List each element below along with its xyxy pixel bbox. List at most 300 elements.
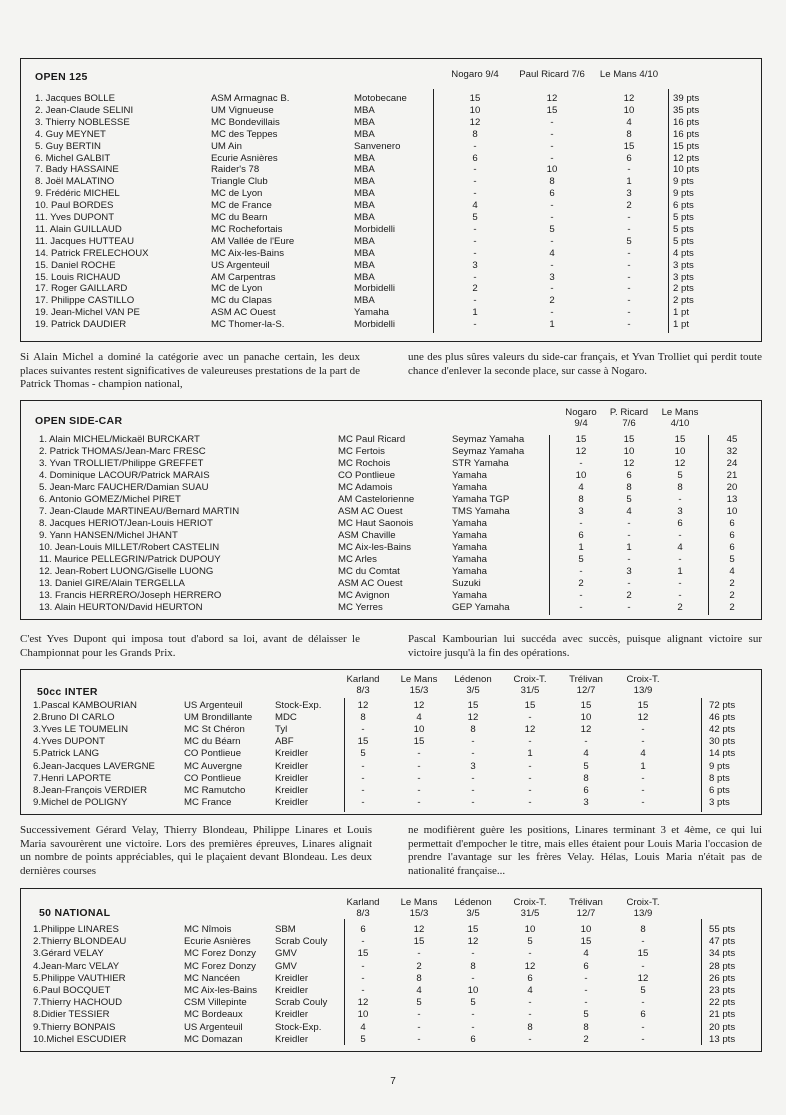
cell-pts: 5 pts [673, 223, 694, 235]
inter50-header-line1: Trélivan [569, 674, 603, 685]
cell-club: UM Brondillante [184, 712, 253, 724]
table-row [21, 961, 761, 973]
cell-bike: Kreidler [275, 1009, 309, 1021]
cell-round: 4 [416, 712, 422, 724]
cell-r2: 3 [626, 566, 632, 577]
cell-r1: - [473, 188, 477, 200]
cell-pts: 6 [729, 542, 735, 553]
cell-r2: - [550, 116, 554, 128]
cell-r2: 4 [549, 247, 555, 259]
cell-rank: 5.Patrick LANG [33, 748, 100, 760]
cell-r3: 12 [623, 93, 635, 104]
cell-round: - [584, 985, 588, 996]
cell-round: 12 [637, 712, 649, 724]
paragraph-1-left: Si Alain Michel a dominé la catégorie avec un panache certain, les deux places suivantes restent significatives de valeureuses prestations de la part de Patrick Thomas - champion national, [20, 351, 360, 391]
cell-round: - [361, 724, 365, 736]
table-row [21, 319, 761, 331]
cell-rank: 9. Yann HANSEN/Michel JHANT [39, 530, 178, 541]
cell-round: 15 [413, 936, 425, 948]
cell-rank: 8. Jacques HERIOT/Jean-Louis HERIOT [39, 518, 213, 529]
table-row [21, 506, 761, 518]
cell-round: - [641, 1033, 645, 1045]
cell-rank: 2. Patrick THOMAS/Jean-Marc FRESC [39, 446, 206, 457]
cell-r3: - [678, 578, 682, 589]
cell-pts: 47 pts [709, 936, 736, 948]
cell-club: CSM Villepinte [184, 997, 247, 1009]
cell-pts: 2 [729, 578, 735, 589]
cell-r2: - [627, 602, 631, 613]
cell-r2: 10 [546, 164, 558, 176]
cell-r3: 1 [626, 176, 632, 188]
cell-round: - [361, 985, 365, 996]
cell-pts: 16 pts [673, 128, 700, 140]
inter50-header-line2: 12/7 [576, 685, 596, 696]
cell-round: 6 [583, 960, 589, 972]
cell-pts: 21 [726, 470, 738, 481]
cell-rank: 1.Philippe LINARES [33, 924, 119, 935]
cell-r3: 6 [677, 518, 683, 529]
cell-club: CO Pontlieue [338, 470, 396, 481]
cell-pts: 5 pts [673, 235, 694, 247]
cell-r3: - [627, 212, 631, 223]
cell-round: - [641, 724, 645, 736]
cell-round: - [528, 796, 532, 808]
cell-rank: 3. Yvan TROLLIET/Philippe GREFFET [39, 458, 204, 469]
cell-club: MC France [184, 796, 232, 808]
cell-r1: 4 [578, 482, 584, 493]
cell-round: - [641, 784, 645, 796]
inter50-title: 50cc INTER [37, 686, 98, 698]
cell-round: - [417, 1009, 421, 1021]
cell-club: AM Vallée de l'Eure [211, 235, 295, 247]
cell-rank: 4.Jean-Marc VELAY [33, 960, 120, 972]
cell-r2: - [550, 307, 554, 319]
cell-r2: 15 [623, 434, 635, 445]
table-row [21, 700, 761, 712]
cell-rank: 6.Jean-Jacques LAVERGNE [33, 760, 155, 772]
cell-round: - [471, 748, 475, 760]
cell-rank: 8.Jean-François VERDIER [33, 784, 148, 796]
cell-pts: 45 [726, 434, 738, 445]
national50-header-line2: 13/9 [633, 908, 653, 919]
cell-round: - [641, 997, 645, 1009]
cell-pts: 23 pts [709, 985, 736, 996]
table-row [21, 936, 761, 948]
cell-r3: 4 [626, 116, 632, 128]
cell-pts: 9 pts [673, 188, 694, 200]
cell-rank: 9.Michel de POLIGNY [33, 796, 128, 808]
table-row [21, 212, 761, 224]
cell-round: 5 [527, 936, 533, 948]
cell-round: - [471, 972, 475, 984]
cell-r2: - [627, 530, 631, 541]
cell-bike: MBA [354, 212, 375, 223]
cell-rank: 6. Michel GALBIT [35, 152, 111, 164]
cell-round: 12 [524, 724, 536, 736]
cell-rank: 3.Gérard VELAY [33, 948, 104, 960]
cell-r2: 15 [546, 104, 558, 116]
cell-rank: 4. Dominique LACOUR/Patrick MARAIS [39, 470, 210, 481]
table-row [21, 470, 761, 482]
table-row [21, 797, 761, 809]
cell-pts: 8 pts [709, 772, 730, 784]
cell-round: 4 [583, 748, 589, 760]
cell-club: ASM Chaville [338, 530, 396, 541]
cell-r3: 12 [674, 458, 686, 469]
cell-round: 15 [637, 700, 649, 711]
national50-header-line1: Lédenon [454, 897, 492, 908]
cell-r3: 15 [674, 434, 686, 445]
cell-r1: 8 [472, 128, 478, 140]
cell-round: - [471, 784, 475, 796]
table-row [21, 748, 761, 760]
cell-club: MC Rochois [338, 458, 391, 469]
cell-r3: 6 [626, 152, 632, 164]
national50-header-line2: 12/7 [576, 908, 596, 919]
cell-bike: MBA [354, 200, 375, 212]
cell-rank: 8.Didier TESSIER [33, 1009, 110, 1021]
cell-r3: - [627, 283, 631, 295]
cell-bike: TMS Yamaha [452, 506, 510, 517]
cell-round: 5 [470, 997, 476, 1009]
table-row [21, 785, 761, 797]
cell-round: - [641, 796, 645, 808]
cell-r1: - [579, 602, 583, 613]
sidecar-title: OPEN SIDE-CAR [35, 415, 123, 427]
cell-round: - [471, 948, 475, 960]
cell-round: - [417, 748, 421, 760]
cell-rank: 13. Alain HEURTON/David HEURTON [39, 602, 203, 613]
inter50-header-line1: Lédenon [454, 674, 492, 685]
cell-club: MC Bordeaux [184, 1009, 243, 1021]
cell-rank: 13. Francis HERRERO/Joseph HERRERO [39, 590, 222, 601]
cell-round: - [584, 736, 588, 748]
cell-r1: 5 [472, 212, 478, 223]
table-row [21, 1022, 761, 1034]
cell-pts: 34 pts [709, 948, 736, 960]
cell-r2: 2 [626, 590, 632, 601]
cell-r2: 1 [549, 319, 555, 331]
cell-r1: - [579, 458, 583, 469]
cell-r1: 3 [578, 506, 584, 517]
cell-bike: Seymaz Yamaha [452, 434, 525, 445]
cell-round: 1 [640, 760, 646, 772]
table-row [21, 164, 761, 176]
cell-round: - [417, 1033, 421, 1045]
cell-club: MC Domazan [184, 1033, 243, 1045]
inter50-header-line2: 8/3 [356, 685, 370, 696]
cell-r1: 15 [469, 93, 481, 104]
cell-r3: - [627, 223, 631, 235]
cell-bike: Yamaha [452, 566, 488, 577]
table-row [21, 188, 761, 200]
cell-club: MC Forez Donzy [184, 960, 256, 972]
cell-pts: 3 pts [709, 796, 730, 808]
cell-bike: STR Yamaha [452, 458, 509, 469]
cell-r1: 10 [469, 104, 481, 116]
cell-bike: Suzuki [452, 578, 481, 589]
paragraph-3-left: Successivement Gérard Velay, Thierry Blondeau, Philippe Linares et Louis Maria savourèrent une victoire. Lors des premières épreuves, Linares alignait un nombre de points appréciables, qui le plaçaient devant Blondeau. Les deux dernières courses [20, 824, 372, 877]
cell-rank: 13. Daniel GIRE/Alain TERGELLA [39, 578, 185, 589]
cell-r3: 4 [677, 542, 683, 553]
table-row [21, 141, 761, 153]
cell-r1: - [473, 164, 477, 176]
cell-round: - [528, 1009, 532, 1021]
cell-bike: Yamaha [452, 590, 488, 601]
cell-bike: MBA [354, 164, 375, 176]
cell-r1: 8 [578, 494, 584, 505]
cell-pts: 3 pts [673, 259, 694, 271]
cell-r3: - [627, 295, 631, 307]
cell-club: MC du Comtat [338, 566, 400, 577]
cell-round: 10 [524, 924, 536, 935]
cell-round: 5 [416, 997, 422, 1009]
cell-club: MC Yerres [338, 602, 383, 613]
cell-round: 15 [524, 700, 536, 711]
cell-round: 4 [416, 985, 422, 996]
cell-pts: 4 pts [673, 247, 694, 259]
table-row [21, 985, 761, 997]
cell-r3: - [627, 247, 631, 259]
cell-r3: - [627, 271, 631, 283]
cell-bike: Stock-Exp. [275, 1021, 322, 1033]
cell-round: - [361, 936, 365, 948]
cell-round: - [528, 712, 532, 724]
cell-round: 15 [467, 924, 479, 935]
cell-round: - [528, 760, 532, 772]
table-row [21, 530, 761, 542]
cell-r2: - [627, 578, 631, 589]
cell-club: MC Forez Donzy [184, 948, 256, 960]
cell-r3: 8 [677, 482, 683, 493]
table-row [21, 224, 761, 236]
cell-rank: 12. Jean-Robert LUONG/Giselle LUONG [39, 566, 214, 577]
table-row [21, 176, 761, 188]
cell-round: - [471, 772, 475, 784]
inter50-table [20, 669, 762, 815]
cell-round: - [641, 1021, 645, 1033]
cell-bike: MBA [354, 271, 375, 283]
national50-header-line2: 31/5 [520, 908, 540, 919]
cell-bike: Scrab Couly [275, 997, 328, 1009]
cell-pts: 2 pts [673, 283, 694, 295]
cell-round: - [361, 772, 365, 784]
cell-pts: 12 pts [673, 152, 700, 164]
sidecar-header-line2: 7/6 [622, 418, 636, 429]
cell-club: MC de Lyon [211, 283, 263, 295]
cell-r1: - [473, 140, 477, 152]
cell-round: - [471, 736, 475, 748]
cell-r3: 3 [626, 188, 632, 200]
table-row [21, 712, 761, 724]
cell-r3: 5 [677, 470, 683, 481]
national50-header-line2: 15/3 [409, 908, 429, 919]
cell-r2: 8 [549, 176, 555, 188]
cell-bike: Yamaha [452, 470, 488, 481]
cell-r2: - [550, 152, 554, 164]
cell-r2: - [550, 128, 554, 140]
cell-bike: Kreidler [275, 985, 309, 996]
cell-pts: 2 [729, 590, 735, 601]
cell-r3: 2 [626, 200, 632, 212]
cell-r1: - [579, 590, 583, 601]
cell-rank: 1. Alain MICHEL/Mickaël BURCKART [39, 434, 200, 445]
cell-round: - [641, 772, 645, 784]
cell-r1: 2 [472, 283, 478, 295]
table-row [21, 578, 761, 590]
cell-rank: 4.Yves DUPONT [33, 736, 105, 748]
table-row [21, 554, 761, 566]
national50-title: 50 NATIONAL [39, 907, 111, 919]
cell-round: 15 [357, 948, 369, 960]
cell-club: MC Haut Saonois [338, 518, 414, 529]
national50-header-line1: Trélivan [569, 897, 603, 908]
cell-r3: - [678, 590, 682, 601]
cell-pts: 13 pts [709, 1033, 736, 1045]
national50-header-line1: Karland [346, 897, 380, 908]
cell-bike: MBA [354, 235, 375, 247]
cell-round: 12 [524, 960, 536, 972]
cell-rank: 7.Thierry HACHOUD [33, 997, 123, 1009]
cell-pts: 4 [729, 566, 735, 577]
cell-pts: 22 pts [709, 997, 736, 1009]
cell-club: MC Paul Ricard [338, 434, 406, 445]
inter50-header-line2: 13/9 [633, 685, 653, 696]
cell-r2: 4 [626, 506, 632, 517]
cell-pts: 3 pts [673, 271, 694, 283]
cell-bike: MBA [354, 176, 375, 188]
cell-club: MC Rochefortais [211, 223, 283, 235]
cell-club: MC Arles [338, 554, 377, 565]
cell-pts: 16 pts [673, 116, 700, 128]
cell-club: US Argenteuil [184, 700, 243, 711]
cell-round: 10 [357, 1009, 369, 1021]
national50-header-line2: 3/5 [466, 908, 480, 919]
cell-round: - [641, 736, 645, 748]
cell-r1: 12 [575, 446, 587, 457]
cell-r3: 10 [623, 104, 635, 116]
cell-pts: 1 pt [673, 319, 690, 331]
open125-header-ricard: Paul Ricard 7/6 [519, 69, 585, 80]
cell-round: 15 [467, 700, 479, 711]
cell-bike: Yamaha [452, 530, 488, 541]
cell-r3: 5 [626, 235, 632, 247]
cell-r3: - [678, 494, 682, 505]
inter50-header-line2: 15/3 [409, 685, 429, 696]
cell-club: UM Vignueuse [211, 104, 274, 116]
cell-round: 2 [583, 1033, 589, 1045]
cell-club: CO Pontlieue [184, 748, 242, 760]
cell-r2: 3 [549, 271, 555, 283]
cell-rank: 7.Henri LAPORTE [33, 772, 112, 784]
cell-r1: - [473, 223, 477, 235]
cell-pts: 42 pts [709, 724, 736, 736]
cell-rank: 11. Jacques HUTTEAU [35, 235, 134, 247]
cell-round: 12 [467, 936, 479, 948]
open125-header-lemans: Le Mans 4/10 [599, 69, 659, 80]
cell-club: US Argenteuil [211, 259, 270, 271]
cell-r1: - [473, 319, 477, 331]
cell-round: 8 [583, 772, 589, 784]
cell-bike: Motobecane [354, 93, 407, 104]
cell-round: - [361, 760, 365, 772]
cell-bike: Kreidler [275, 784, 309, 796]
cell-pts: 39 pts [673, 93, 700, 104]
cell-round: 12 [467, 712, 479, 724]
table-row [21, 602, 761, 614]
cell-round: 15 [413, 736, 425, 748]
table-row [21, 948, 761, 960]
cell-rank: 19. Patrick DAUDIER [35, 319, 127, 331]
cell-r1: - [579, 518, 583, 529]
cell-pts: 9 pts [709, 760, 730, 772]
cell-round: - [417, 784, 421, 796]
national50-header-line2: 8/3 [356, 908, 370, 919]
cell-bike: GMV [275, 960, 297, 972]
table-row [21, 153, 761, 165]
cell-club: MC Fertois [338, 446, 385, 457]
table-row [21, 973, 761, 985]
cell-r1: - [473, 295, 477, 307]
cell-bike: MBA [354, 128, 375, 140]
cell-pts: 32 [726, 446, 738, 457]
cell-r3: 3 [677, 506, 683, 517]
cell-bike: MBA [354, 295, 375, 307]
cell-club: ASM AC Ouest [211, 307, 276, 319]
page-number: 7 [390, 1076, 396, 1087]
cell-round: - [361, 784, 365, 796]
cell-bike: Stock-Exp. [275, 700, 322, 711]
cell-round: 12 [357, 700, 369, 711]
cell-rank: 6.Paul BOCQUET [33, 985, 111, 996]
cell-club: MC Auvergne [184, 760, 243, 772]
table-row [21, 482, 761, 494]
cell-pts: 24 [726, 458, 738, 469]
cell-round: 12 [637, 972, 649, 984]
cell-bike: Seymaz Yamaha [452, 446, 525, 457]
cell-round: 6 [640, 1009, 646, 1021]
cell-bike: MBA [354, 104, 375, 116]
cell-round: - [528, 997, 532, 1009]
cell-club: US Argenteuil [184, 1021, 243, 1033]
cell-r1: - [473, 176, 477, 188]
table-row [21, 458, 761, 470]
cell-club: MC Bondevillais [211, 116, 280, 128]
cell-rank: 10.Michel ESCUDIER [33, 1033, 127, 1045]
cell-bike: Yamaha [452, 542, 488, 553]
table-row [21, 129, 761, 141]
cell-pts: 10 [726, 506, 738, 517]
cell-bike: Tyl [275, 724, 288, 736]
cell-pts: 15 pts [673, 140, 700, 152]
cell-r1: 1 [472, 307, 478, 319]
table-row [21, 494, 761, 506]
cell-round: 6 [527, 972, 533, 984]
cell-round: 15 [637, 948, 649, 960]
cell-round: - [641, 936, 645, 948]
cell-pts: 2 pts [673, 295, 694, 307]
cell-r3: - [678, 554, 682, 565]
cell-round: - [471, 796, 475, 808]
cell-rank: 15. Daniel ROCHE [35, 259, 116, 271]
cell-round: - [417, 760, 421, 772]
cell-pts: 6 [729, 530, 735, 541]
table-row [21, 248, 761, 260]
cell-pts: 14 pts [709, 748, 736, 760]
cell-r3: - [627, 319, 631, 331]
cell-rank: 2.Thierry BLONDEAU [33, 936, 127, 948]
cell-round: 8 [360, 712, 366, 724]
